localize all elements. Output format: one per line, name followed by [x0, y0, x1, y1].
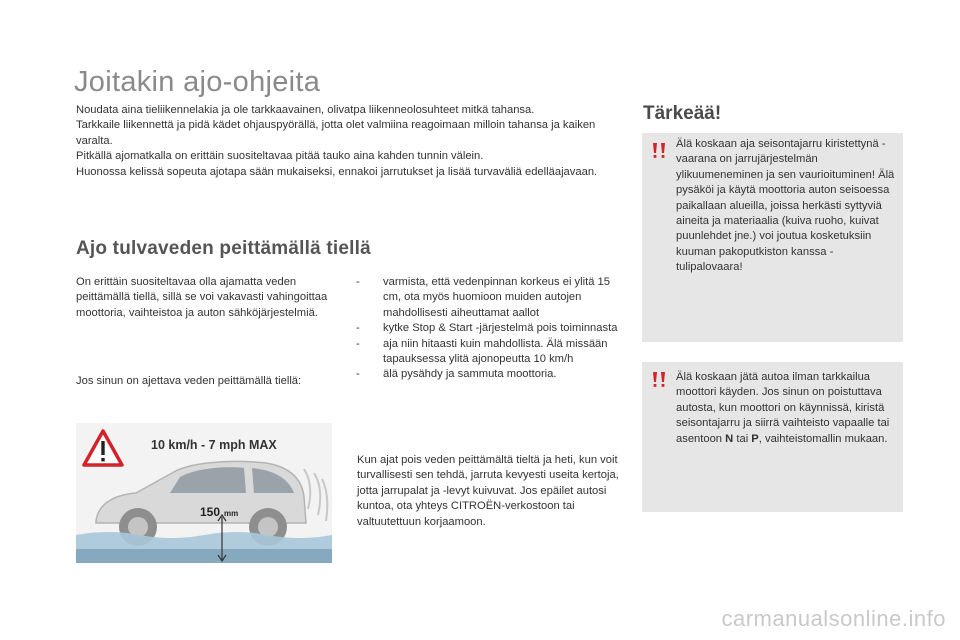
bullet-dash: -	[356, 368, 360, 381]
intro-paragraph: Huonossa kelissä sopeuta ajotapa sään mukaiseksi, ennakoi jarrutukset ja lisää turvaväliä edelläajavaan.	[76, 165, 598, 178]
warning-box-2	[642, 362, 903, 512]
depth-value: 150	[200, 505, 221, 519]
bullet-dash: -	[356, 322, 360, 335]
intro-paragraph: Tarkkaile liikennettä ja pidä kädet ohjauspyörällä, jotta olet valmiina reagoimaan milloin tahansa ja kaiken varalta.	[76, 119, 596, 147]
warning-text-1: Älä koskaan aja seisontajarru kiristettynä - vaarana on jarrujärjestelmän ylikuumeneminen ja sen vaurioituminen! Älä pysäköi ja käytä moottoria auton seisoessa paikallaan alueilla, joissa herkästi syttyviä aineita ja materiaalia (kuiva ruoho, kuivat puunlehdet jne.) voi joutua kosketuksiin kuuman pakoputkiston kanssa - tulipalovaara!	[676, 138, 895, 274]
watermark: carmanualsonline.info	[721, 606, 946, 631]
warning-text-2-part: Älä koskaan jätä autoa ilman tarkkailua moottori käyden. Jos sinun on poistuttava autosta, kun moottori on käynnissä, kiristä seisontajarru ja siirrä vaihteisto vapaalle tai asentoon	[676, 371, 890, 445]
bullet-text: kytke Stop & Start -järjestelmä pois toiminnasta	[383, 322, 618, 335]
flood-heading: Ajo tulvaveden peittämällä tiellä	[76, 238, 371, 259]
list-item	[356, 321, 624, 336]
gear-p-label: P	[751, 432, 759, 445]
intro-paragraph: Noudata aina tieliikennelakia ja ole tarkkaavainen, olivatpa liikenneolosuhteet mitkä tahansa.	[76, 104, 535, 116]
bullet-text: älä pysähdy ja sammuta moottoria.	[383, 368, 557, 381]
flooded-road-illustration	[76, 423, 332, 563]
page-title: Joitakin ajo-ohjeita	[74, 66, 321, 98]
warning-text-2-part: tai	[733, 432, 752, 445]
flood-bullet-list	[356, 275, 624, 383]
important-heading: Tärkeää!	[643, 103, 722, 124]
flood-paragraph-2: Jos sinun on ajettava veden peittämällä tiellä:	[76, 375, 302, 387]
intro-paragraph: Pitkällä ajomatkalla on erittäin suositeltavaa pitää tauko aina kahden tunnin välein.	[76, 150, 484, 163]
flood-paragraph-3: Kun ajat pois veden peittämältä tieltä ja heti, kun voit turvallisesti sen tehdä, jarruta kevyesti useita kertoja, jotta jarrupalat ja -levyt kuivuvat. Jos epäilet autosi kuntoa, ota yhteys CITROËN-verkostoon tai valtuutettuun korjaamoon.	[357, 454, 619, 528]
list-item	[356, 367, 624, 382]
intro-text	[76, 103, 621, 180]
exclamation-warning-icon	[650, 141, 670, 161]
list-item	[356, 275, 624, 321]
list-item	[356, 337, 624, 368]
warning-text-2-part: , vaihteistomallin mukaan.	[758, 432, 888, 445]
flood-paragraph-1: On erittäin suositeltavaa olla ajamatta veden peittämällä tiellä, sillä se voi vakavasti vahingoittaa moottoria, vaihteistoa ja auton sähköjärjestelmiä.	[76, 276, 328, 319]
exclamation-warning-icon	[650, 370, 670, 390]
water-depth	[76, 549, 332, 563]
bullet-dash: -	[356, 276, 360, 288]
speed-limit-label: 10 km/h - 7 mph MAX	[151, 438, 277, 452]
warning-text-2	[676, 370, 898, 447]
bullet-text: varmista, että vedenpinnan korkeus ei ylitä 15 cm, ota myös huomioon muiden autojen mahdollisesti aiheuttamat aallot	[383, 276, 610, 319]
warning-box-1	[642, 133, 903, 342]
depth-unit: mm	[224, 509, 239, 518]
gear-n-label: N	[725, 432, 734, 445]
bullet-dash: -	[356, 337, 360, 350]
bullet-text: aja niin hitaasti kuin mahdollista. Älä missään tapauksessa ylitä ajonopeutta 10 km/h	[383, 337, 608, 366]
